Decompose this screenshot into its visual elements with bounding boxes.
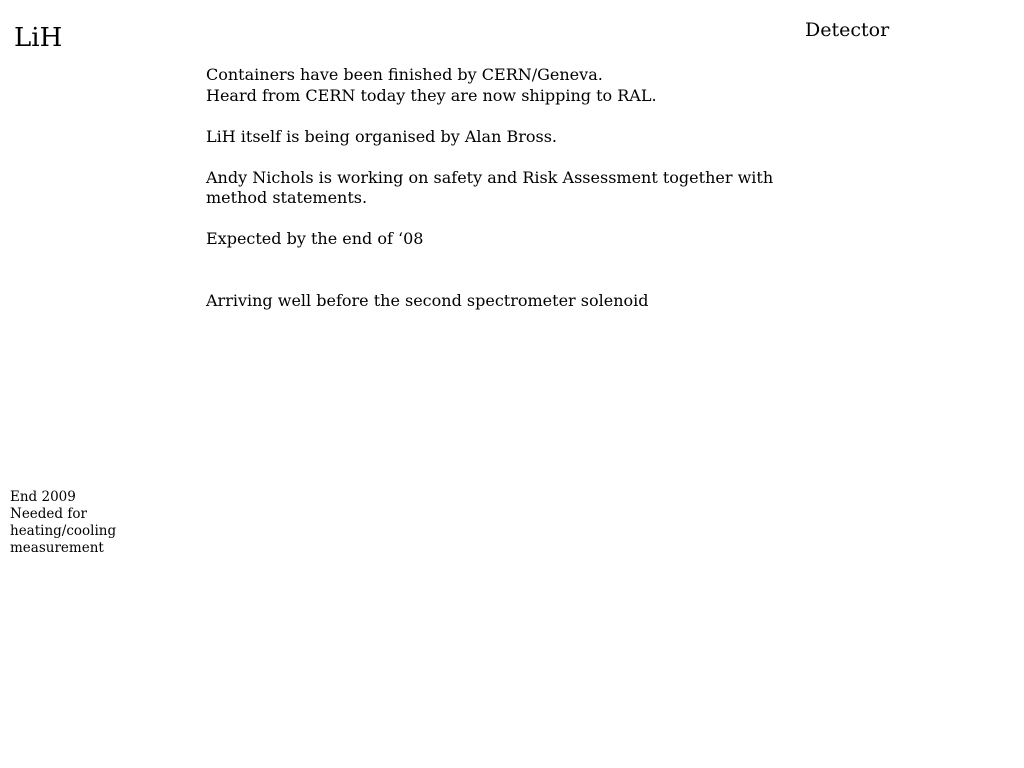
section-label: Detector: [805, 19, 890, 41]
slide-title: LiH: [14, 23, 63, 53]
slide-body: [206, 65, 806, 311]
side-note-line: heating/cooling: [10, 523, 117, 539]
body-line: LiH itself is being organised by Alan Bross.: [206, 126, 558, 146]
side-note: [10, 489, 150, 557]
body-line: method statements.: [206, 188, 368, 207]
body-line: Arriving well before the second spectrometer solenoid: [206, 290, 649, 310]
body-line: Containers have been finished by CERN/Geneva.: [206, 65, 603, 84]
body-line: Heard from CERN today they are now shipping to RAL.: [206, 85, 657, 105]
body-line: Expected by the end of ‘08: [206, 229, 424, 248]
side-note-line: measurement: [10, 540, 104, 556]
side-note-line: Needed for: [10, 506, 87, 522]
side-note-line: End 2009: [10, 489, 76, 505]
body-line: Andy Nichols is working on safety and Risk Assessment together with: [206, 167, 774, 187]
